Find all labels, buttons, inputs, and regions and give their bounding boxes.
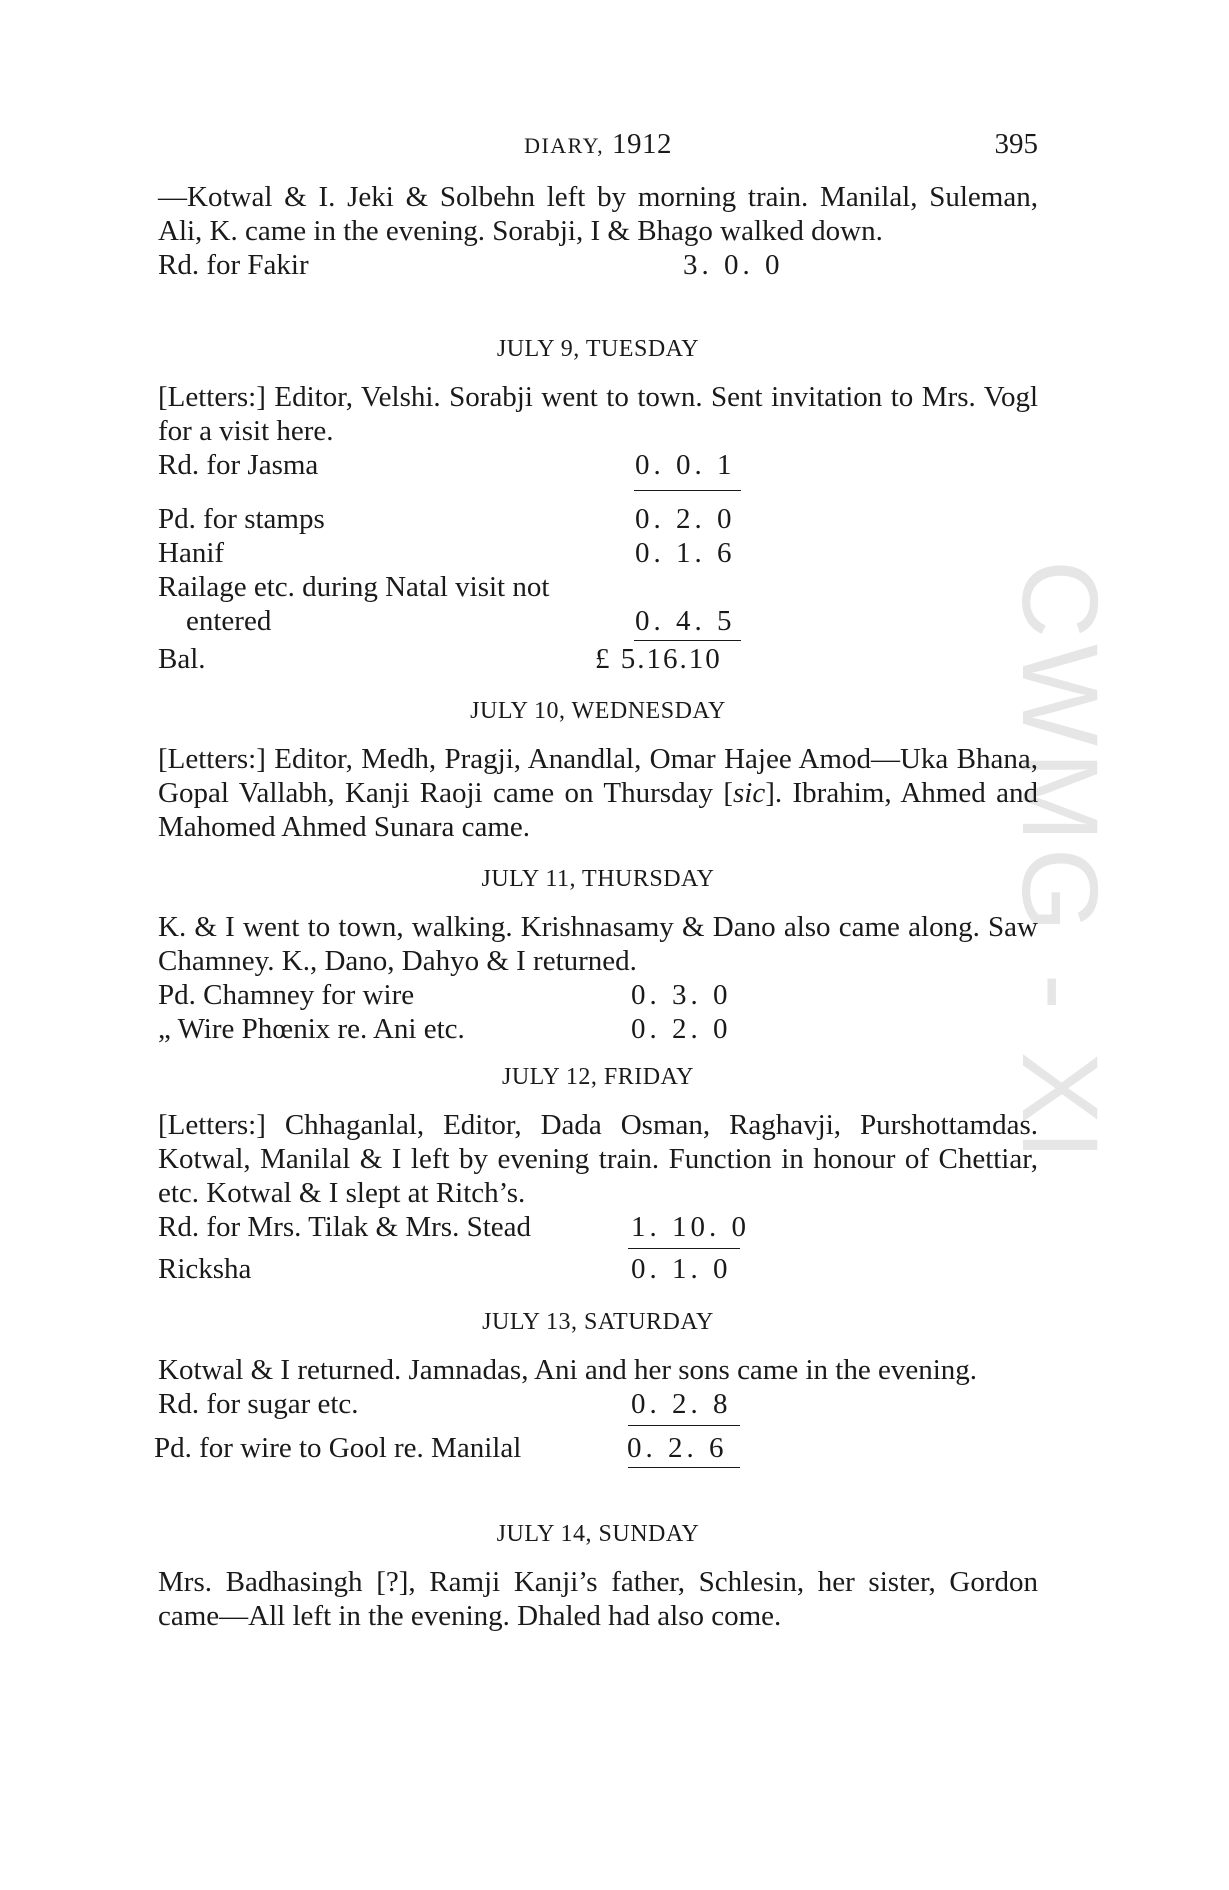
ledger-row (158, 1252, 1038, 1286)
ledger-amount: 0. 2. 0 (635, 503, 736, 535)
ledger-desc: Rd. for Fakir (158, 249, 309, 281)
ledger-amount: 0. 2. 6 (627, 1432, 728, 1464)
ledger-desc: Rd. for Mrs. Tilak & Mrs. Stead (158, 1211, 532, 1243)
ledger-row (154, 1431, 1038, 1465)
entry-heading: JULY 13, SATURDAY (482, 1309, 714, 1335)
cwmg-watermark: CWMG - XI (1000, 560, 1121, 1166)
entry-text-part: [Letters:] Editor, Medh, Pragji, Anandlal, Omar Hajee Amod—Uka Bhana, Gopal Vallabh, Kanji Raoji came on Thursday [ (158, 743, 1038, 809)
entry-heading: JULY 12, FRIDAY (501, 1064, 694, 1090)
entry-july-13 (154, 1305, 1038, 1465)
ledger-amount: 0. 3. 0 (631, 979, 732, 1011)
entry-july-14 (158, 1517, 1038, 1633)
ledger-desc: Pd. Chamney for wire (158, 979, 415, 1011)
running-head (158, 128, 1038, 161)
ledger-desc: „ Wire Phœnix re. Ani etc. (158, 1013, 465, 1045)
page-number: 395 (994, 128, 1038, 160)
ledger-row (158, 570, 1038, 604)
ledger-amount (635, 448, 739, 490)
ledger-row (158, 642, 1038, 676)
page-header (158, 128, 1038, 168)
entry-text: Mrs. Badhasingh [?], Ramji Kanji’s father, Schlesin, her sister, Gordon came—All left in the evening. Dhaled had also come. (158, 1566, 1038, 1632)
ledger-desc: Railage etc. during Natal visit not (158, 571, 550, 603)
entry-text: —Kotwal & I. Jeki & Solbehn left by morning train. Manilal, Suleman, Ali, K. came in the evening. Sorabji, I & Bhago walked down. (158, 181, 1038, 247)
ledger-amount: 0. 4. 5 (635, 605, 736, 637)
entry-heading: JULY 9, TUESDAY (496, 336, 700, 362)
ledger-desc: Hanif (158, 537, 225, 569)
entry-heading: JULY 14, SUNDAY (496, 1521, 700, 1547)
ledger-amount: 0. 1. 0 (631, 1253, 732, 1285)
entry-july-12 (158, 1060, 1038, 1286)
ledger-amount: 1. 10. 0 (631, 1211, 750, 1243)
ledger-row (158, 502, 1038, 536)
ledger-desc: Pd. for stamps (158, 503, 325, 535)
ledger-rule (628, 1467, 740, 1468)
entry-text (158, 742, 1038, 844)
ledger-row (158, 978, 1038, 1012)
ledger-rule (634, 640, 741, 641)
entry-heading: JULY 11, THURSDAY (481, 866, 715, 892)
ledger-row (158, 448, 1038, 482)
ledger-desc: entered (186, 605, 272, 637)
ledger-amount: 3. 0. 0 (683, 249, 784, 281)
ledger-amount-value: 0. 0. 1 (635, 449, 736, 481)
ledger-row (158, 536, 1038, 570)
entry-july-9 (158, 332, 1038, 676)
ledger-amount: 0. 2. 0 (631, 1013, 732, 1045)
ledger-desc: Rd. for Jasma (158, 449, 319, 481)
ledger-desc: Rd. for sugar etc. (158, 1388, 359, 1420)
ledger-amount: £ 5.16.10 (595, 643, 722, 675)
ledger-desc: Pd. for wire to Gool re. Manilal (154, 1432, 522, 1464)
ledger-row (158, 1387, 1038, 1421)
entry-text-part: ]. Ibrahim, Ahmed and Mahomed Ahmed Sunara came. (158, 777, 1038, 843)
entry-july-10 (158, 694, 1038, 844)
entry-heading: JULY 10, WEDNESDAY (470, 698, 726, 724)
entry-text: K. & I went to town, walking. Krishnasamy & Dano also came along. Saw Chamney. K., Dano, Dahyo & I returned. (158, 911, 1038, 977)
ledger-row (158, 1012, 1038, 1046)
entry-text: [Letters:] Chhaganlal, Editor, Dada Osman, Raghavji, Purshottamdas. Kotwal, Manilal & I left by evening train. Function in honour of Chettiar, etc. Kotwal & I slept at Ritch’s. (158, 1109, 1038, 1209)
running-head-year: 1912 (611, 128, 672, 160)
ledger-row (158, 604, 1038, 638)
ledger-row (158, 248, 1038, 282)
ledger-amount: 0. 2. 8 (631, 1388, 732, 1420)
ledger-desc: Ricksha (158, 1253, 252, 1285)
ledger-desc: Bal. (158, 643, 206, 675)
ledger-amount: 0. 1. 6 (635, 537, 736, 569)
entry-july-11 (158, 862, 1038, 1046)
ledger-rule (628, 1425, 740, 1426)
entry-continued (158, 180, 1038, 282)
running-head-title: DIARY, (524, 133, 605, 158)
entry-text: [Letters:] Editor, Velshi. Sorabji went to town. Sent invitation to Mrs. Vogl for a visit here. (158, 381, 1038, 447)
ledger-rule (634, 490, 741, 491)
ledger-rule (628, 1248, 740, 1249)
entry-text-italic: sic (733, 777, 766, 809)
ledger-row (158, 1210, 1038, 1244)
entry-text: Kotwal & I returned. Jamnadas, Ani and her sons came in the evening. (158, 1354, 978, 1386)
